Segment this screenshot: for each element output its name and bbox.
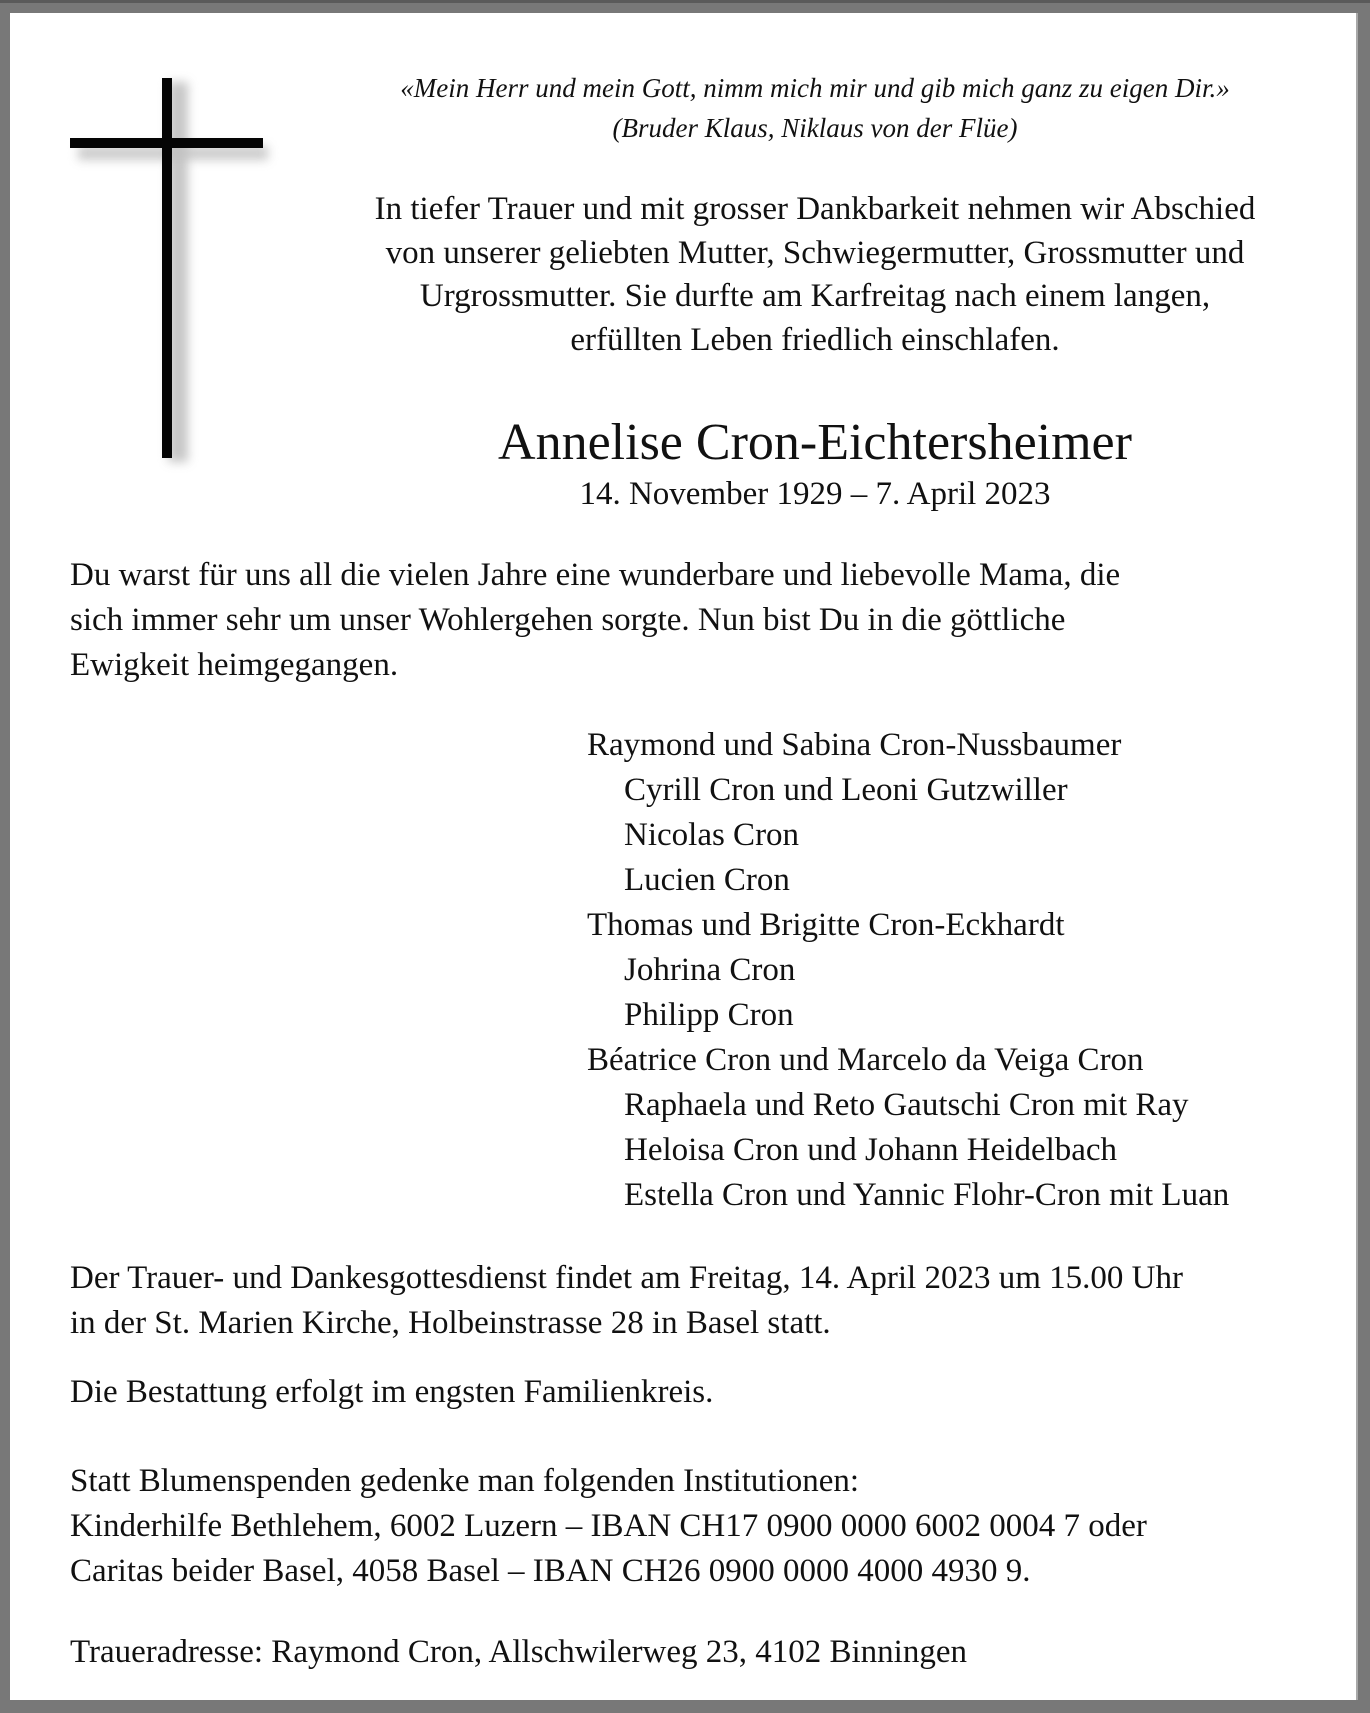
- address-line: Traueradresse: Raymond Cron, Allschwilerweg 23, 4102 Binningen: [70, 1634, 967, 1670]
- survivor-family-head: Raymond und Sabina Cron-Nussbaumer: [587, 727, 1122, 763]
- quote-text: «Mein Herr und mein Gott, nimm mich mir und gib mich ganz zu eigen Dir.»: [400, 73, 1230, 103]
- survivor-child: Cyrill Cron und Leoni Gutzwiller: [624, 772, 1068, 808]
- intro-line: In tiefer Trauer und mit grosser Dankbarkeit nehmen wir Abschied: [374, 191, 1256, 227]
- cross-vertical-beam: [162, 78, 172, 458]
- survivor-family-head: Thomas und Brigitte Cron-Eckhardt: [587, 907, 1065, 943]
- donations-paragraph: [70, 1459, 1350, 1594]
- intro-line: von unserer geliebten Mutter, Schwiegermutter, Grossmutter und: [385, 234, 1245, 271]
- survivor-child: Nicolas Cron: [624, 817, 800, 853]
- donations-line: Caritas beider Basel, 4058 Basel – IBAN CH26 0900 0000 4000 4930 9.: [70, 1553, 1031, 1589]
- tribute-line: sich immer sehr um unser Wohlergehen sorgte. Nun bist Du in die göttliche: [70, 602, 1066, 638]
- cross-shadow-horizontal: [78, 146, 268, 160]
- quote-attribution: (Bruder Klaus, Niklaus von der Flüe): [612, 113, 1018, 143]
- deceased-dates: 14. November 1929 – 7. April 2023: [579, 476, 1051, 512]
- tribute-paragraph: [70, 553, 1350, 688]
- survivor-child: Estella Cron und Yannic Flohr-Cron mit Luan: [624, 1177, 1230, 1213]
- cross-horizontal-beam: [70, 138, 263, 148]
- bible-quote: [290, 68, 1340, 148]
- burial-paragraph: [70, 1370, 1350, 1415]
- deceased-name: Annelise Cron-Eichtersheimer: [498, 414, 1132, 471]
- intro-line: Urgrossmutter. Sie durfte am Karfreitag nach einem langen,: [419, 278, 1211, 314]
- burial-line: Die Bestattung erfolgt im engsten Familienkreis.: [70, 1374, 714, 1410]
- obituary-page: [10, 13, 1358, 1700]
- survivor-child: Heloisa Cron und Johann Heidelbach: [624, 1132, 1118, 1168]
- cross-icon: [60, 66, 260, 466]
- service-line: in der St. Marien Kirche, Holbeinstrasse 28 in Basel statt.: [70, 1305, 831, 1341]
- survivor-child: Johrina Cron: [624, 952, 796, 988]
- donations-line: Statt Blumenspenden gedenke man folgenden Institutionen:: [70, 1463, 860, 1499]
- service-line: Der Trauer- und Dankesgottesdienst findet am Freitag, 14. April 2023 um 15.00 Uhr: [70, 1260, 1183, 1296]
- intro-line: erfüllten Leben friedlich einschlafen.: [570, 321, 1060, 358]
- survivor-child: Raphaela und Reto Gautschi Cron mit Ray: [624, 1087, 1189, 1123]
- survivor-child: Lucien Cron: [624, 862, 790, 898]
- donations-line: Kinderhilfe Bethlehem, 6002 Luzern – IBAN CH17 0900 0000 6002 0004 7 oder: [70, 1508, 1147, 1544]
- intro-paragraph: [290, 188, 1340, 362]
- service-paragraph: [70, 1256, 1350, 1346]
- mourning-address: [70, 1630, 1350, 1675]
- survivor-child: Philipp Cron: [624, 997, 794, 1033]
- survivor-family-head: Béatrice Cron und Marcelo da Veiga Cron: [587, 1042, 1144, 1078]
- survivors-list: [587, 723, 1229, 1218]
- window-top-edge: [0, 0, 1370, 3]
- tribute-line: Du warst für uns all die vielen Jahre eine wunderbare und liebevolle Mama, die: [70, 557, 1121, 593]
- tribute-line: Ewigkeit heimgegangen.: [70, 647, 399, 683]
